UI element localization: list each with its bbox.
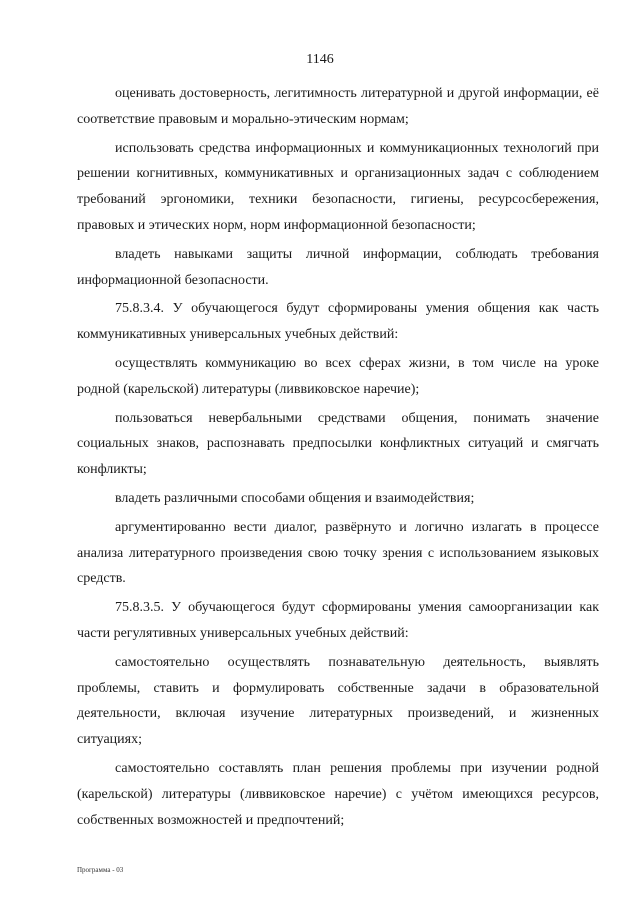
paragraph-10: самостоятельно осуществлять познавательную деятельность, выявлять проблемы, ставить и формулировать собственные задачи в образовательной деятельности, включая изучение литературных произведений, и жизненных ситуациях; [77,654,599,748]
body-text [77,81,599,836]
paragraph-4: 75.8.3.4. У обучающегося будут сформированы умения общения как часть коммуникативных универсальных учебных действий: [77,301,599,343]
paragraph-3: владеть навыками защиты личной информации, соблюдать требования информационной безопасности. [77,246,599,288]
paragraph-2: использовать средства информационных и коммуникационных технологий при решении когнитивных, коммуникативных и организационных задач с соблюдением требований эргономики, техники безопасности, гигиены, ресурсосбережения, правовых и этических норм, норм информационной безопасности; [77,140,599,233]
paragraph-5: осуществлять коммуникацию во всех сферах жизни, в том числе на уроке родной (карельской) литературы (ливвиковское наречие); [77,355,599,397]
paragraph-1: оценивать достоверность, легитимность литературной и другой информации, её соответствие правовым и морально-этическим нормам; [77,86,599,127]
paragraph-6: пользоваться невербальными средствами общения, понимать значение социальных знаков, распознавать предпосылки конфликтных ситуаций и смягчать конфликты; [77,410,599,478]
page-number: 1146 [306,52,334,67]
paragraph-8: аргументированно вести диалог, развёрнуто и логично излагать в процессе анализа литературного произведения свою точку зрения с использованием языковых средств. [77,519,599,587]
paragraph-11: самостоятельно составлять план решения проблемы при изучении родной (карельской) литературы (ливвиковское наречие) с учётом имеющихся ресурсов, собственных возможностей и предпочтений; [77,760,599,828]
footer-note: Программа - 03 [77,866,124,874]
paragraph-9: 75.8.3.5. У обучающегося будут сформированы умения самоорганизации как части регулятивных универсальных учебных действий: [77,600,599,641]
paragraph-7: владеть различными способами общения и взаимодействия; [115,490,475,506]
